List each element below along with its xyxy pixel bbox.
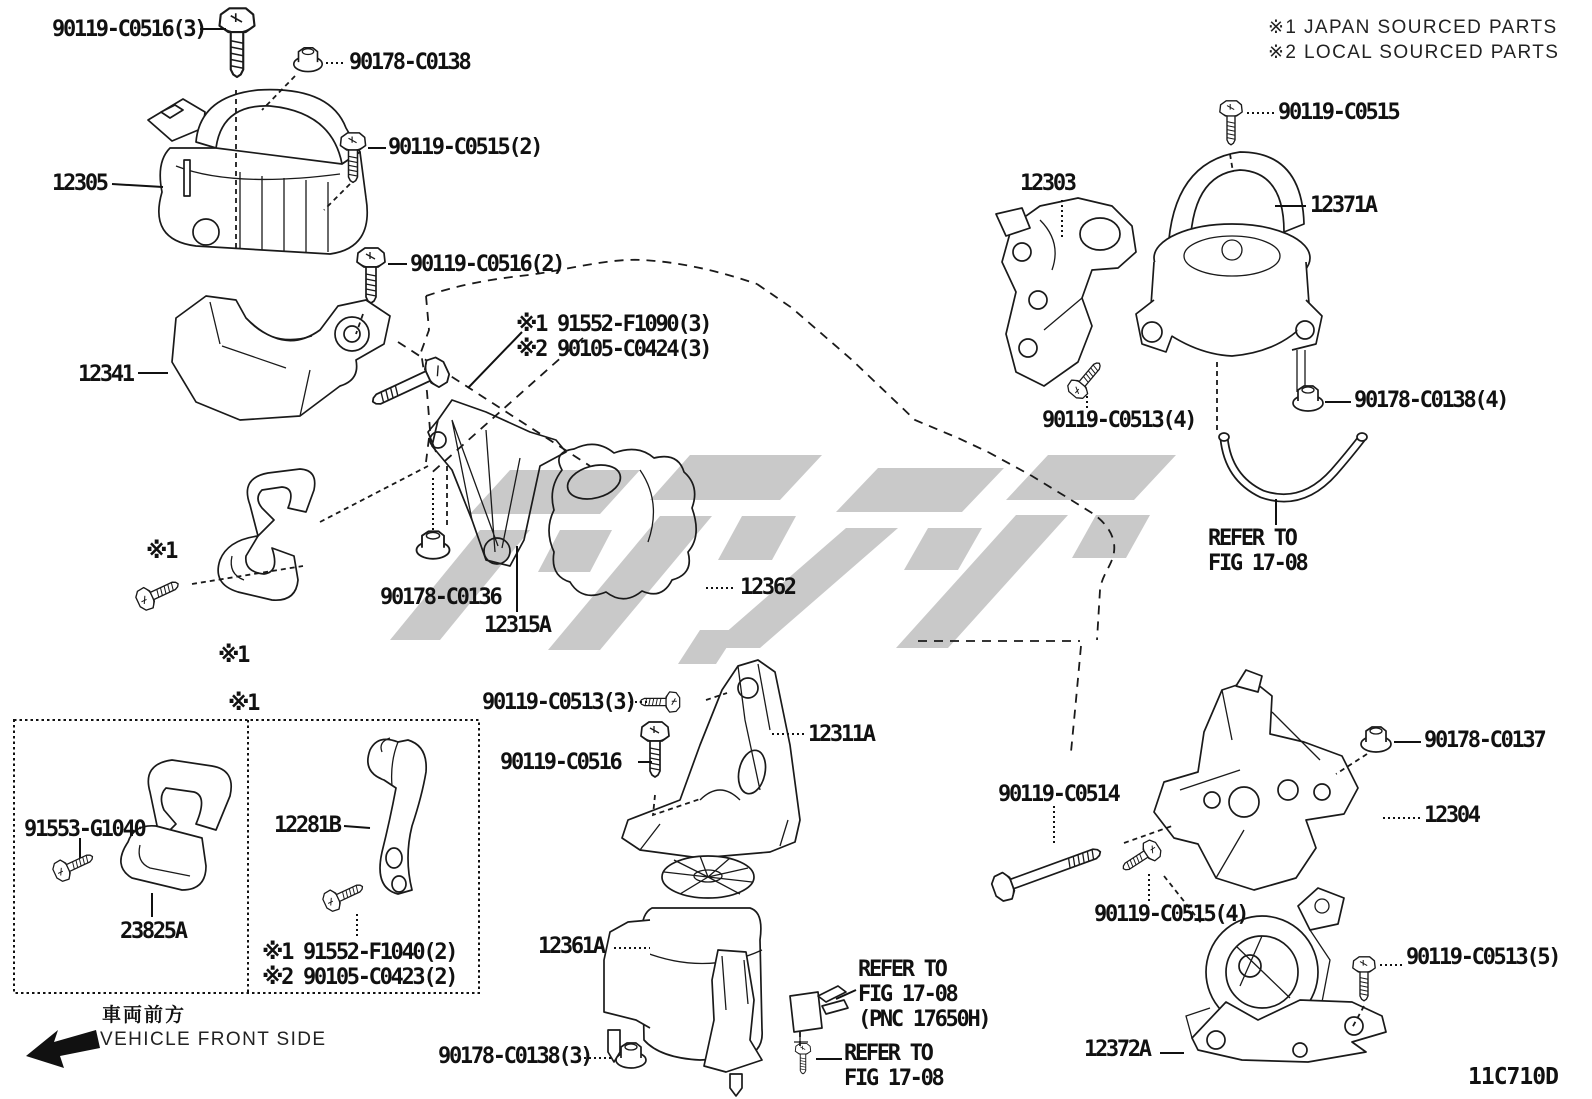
bolt-icon-90119-C0516-2 <box>357 248 385 303</box>
front-side-label-jp: 車両前方 <box>102 1004 187 1026</box>
bolt-icon-refer-fig <box>795 1044 810 1074</box>
star1-marker-a: ※1 <box>146 539 177 564</box>
callout-12311A[interactable]: 12311A <box>808 722 874 747</box>
refer-note-pnc-line2: FIG 17-08 <box>858 982 957 1007</box>
star1-marker-box: ※1 <box>228 691 259 716</box>
callout-90178-C0138-4[interactable]: 90178-C0138(4) <box>1354 388 1508 413</box>
part-drawing-12371a <box>1136 152 1322 392</box>
bolt-icon-91553-G1040 <box>51 847 97 883</box>
bolt-icon-90119-C0513-5 <box>1353 957 1375 1001</box>
callout-90119-C0513-3[interactable]: 90119-C0513(3) <box>482 690 636 715</box>
callout-90178-C0138-3[interactable]: 90178-C0138(3) <box>438 1044 592 1069</box>
callout-12303[interactable]: 12303 <box>1020 171 1075 196</box>
nut-icon-90178-C0138-3 <box>616 1043 646 1068</box>
callout-91553-G1040[interactable]: 91553-G1040 <box>24 817 145 842</box>
note-local-sourced: ※2 LOCAL SOURCED PARTS <box>1268 42 1560 63</box>
part-drawing-12311a <box>622 660 800 858</box>
engine-outline-dashed <box>320 260 1114 752</box>
callout-90119-C0515-2[interactable]: 90119-C0515(2) <box>388 135 542 160</box>
callout-12362[interactable]: 12362 <box>740 575 795 600</box>
nut-icon-90178-C0137 <box>1361 727 1391 752</box>
callout-12304[interactable]: 12304 <box>1424 803 1479 828</box>
callout-23825A[interactable]: 23825A <box>120 919 186 944</box>
callout-90119-C0516[interactable]: 90119-C0516 <box>500 750 621 775</box>
note-japan-sourced: ※1 JAPAN SOURCED PARTS <box>1268 17 1558 38</box>
bolt-icon-90119-C0515 <box>1220 101 1242 145</box>
callout-90105-C0423[interactable]: ※2 90105-C0423(2) <box>262 965 457 990</box>
star1-marker-b: ※1 <box>218 643 249 668</box>
callout-12371A[interactable]: 12371A <box>1310 193 1376 218</box>
refer-note-hose-line2: FIG 17-08 <box>1208 551 1307 576</box>
bolt-icon-91552-F1090 <box>367 354 453 415</box>
diagram-code: 11C710D <box>1468 1064 1558 1090</box>
bolt-icon-90119-C0516 <box>641 722 669 777</box>
nut-icon-90178-C0138-4 <box>1293 386 1323 411</box>
refer-note-bolt-line2: FIG 17-08 <box>844 1066 943 1091</box>
part-drawing-hose <box>1219 433 1367 498</box>
callout-12281B[interactable]: 12281B <box>274 813 340 838</box>
callout-90119-C0516-3[interactable]: 90119-C0516(3) <box>52 17 206 42</box>
callout-90178-C0136[interactable]: 90178-C0136 <box>380 585 501 610</box>
callout-90119-C0516-2[interactable]: 90119-C0516(2) <box>410 252 564 277</box>
callout-90119-C0513-4[interactable]: 90119-C0513(4) <box>1042 408 1196 433</box>
refer-note-pnc-line3: (PNC 17650H) <box>858 1007 990 1032</box>
nut-icon-90178-C0136 <box>417 531 450 559</box>
bolt-icon-90119-C0516-3 <box>220 8 255 77</box>
callout-90119-C0515-4[interactable]: 90119-C0515(4) <box>1094 902 1248 927</box>
callout-90178-C0138[interactable]: 90178-C0138 <box>349 50 470 75</box>
callout-12341[interactable]: 12341 <box>78 362 133 387</box>
callout-90178-C0137[interactable]: 90178-C0137 <box>1424 728 1545 753</box>
part-drawing-12305 <box>148 90 367 254</box>
vehicle-front-arrow <box>26 1030 100 1068</box>
refer-note-pnc-line1: REFER TO <box>858 957 946 982</box>
callout-90119-C0514[interactable]: 90119-C0514 <box>998 782 1119 807</box>
part-drawing-12341 <box>172 296 390 420</box>
bolt-icon-star1 <box>133 574 182 613</box>
callout-12361A[interactable]: 12361A <box>538 934 604 959</box>
part-drawing-valve <box>790 986 848 1042</box>
refer-note-bolt-line1: REFER TO <box>844 1041 932 1066</box>
callout-12305[interactable]: 12305 <box>52 171 107 196</box>
nut-icon-90178-C0138 <box>294 48 323 72</box>
callout-91552-F1090[interactable]: ※1 91552-F1090(3) <box>516 312 711 337</box>
front-side-label-en: VEHICLE FRONT SIDE <box>100 1029 327 1050</box>
callout-12372A[interactable]: 12372A <box>1084 1037 1150 1062</box>
callout-91552-F1040[interactable]: ※1 91552-F1040(2) <box>262 940 457 965</box>
part-drawing-clamp-star1 <box>218 469 315 600</box>
part-drawing-12304 <box>1154 670 1358 890</box>
refer-note-hose-line1: REFER TO <box>1208 526 1296 551</box>
callout-90105-C0424[interactable]: ※2 90105-C0424(3) <box>516 337 711 362</box>
part-drawing-12281b <box>368 738 426 894</box>
callout-12315A[interactable]: 12315A <box>484 613 550 638</box>
bolt-icon-90119-C0514 <box>989 839 1105 904</box>
bolt-icon-91552-F1040 <box>321 877 367 913</box>
callout-90119-C0515[interactable]: 90119-C0515 <box>1278 100 1399 125</box>
part-drawing-12303 <box>996 198 1136 386</box>
callout-90119-C0513-5[interactable]: 90119-C0513(5) <box>1406 945 1560 970</box>
